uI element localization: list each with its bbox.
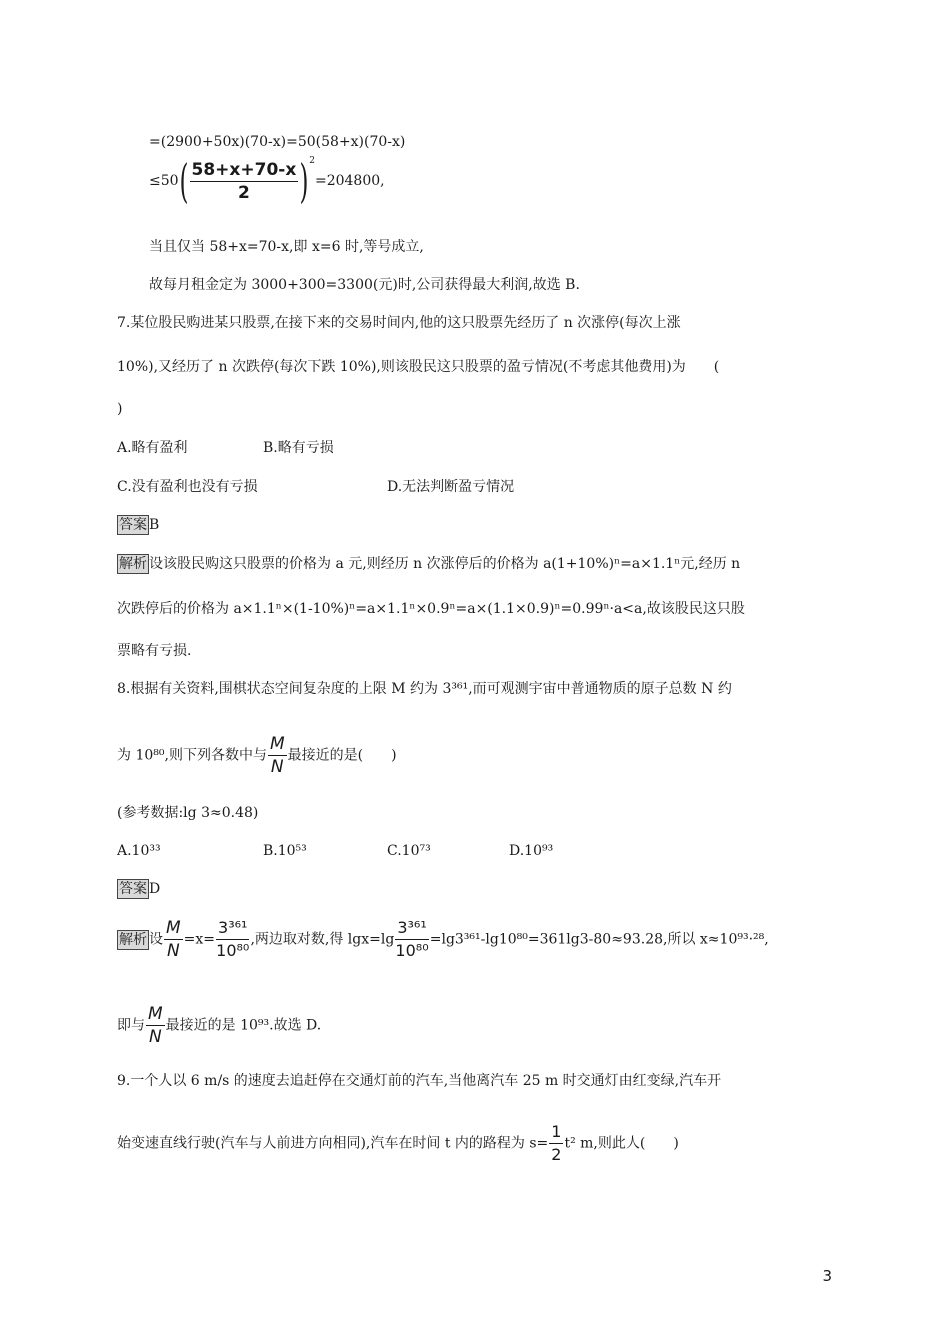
left-paren: ( [179,154,189,208]
q7-stem-line1: 7.某位股民购进某只股票,在接下来的交易时间内,他的这只股票先经历了 n 次涨停(每次上涨 [117,315,681,331]
sol6-exponent: 2 [309,156,315,166]
analysis-tag: 解析 [119,931,147,948]
q7-stem-line2: 10%),又经历了 n 次跌停(每次下跌 10%),则该股民这只股票的盈亏情况(不考虑其他费用)为 ( [117,359,720,375]
q8-analysis-line2 [117,1003,321,1048]
q7-stem-line3: ) [117,401,123,417]
q8-answer-value: D [149,881,161,897]
sol6-result: =204800, [314,173,385,189]
q8-fraction-m-over-n [164,917,183,962]
q8-stem-line1: 8.根据有关资料,围棋状态空间复杂度的上限 M 约为 3³⁶¹,而可观测宇宙中普通物质的原子总数 N 约 [117,681,732,697]
q9-stem-prefix: 始变速直线行驶(汽车与人前进方向相同),汽车在时间 t 内的路程为 s= [117,1135,549,1152]
frac-den: N [148,1027,162,1047]
sol6-frac-num: 58+x+70-x [191,159,297,180]
answer-tag: 答案 [119,517,147,533]
q7-analysis-line2: 次跌停后的价格为 a×1.1ⁿ×(1-10%)ⁿ=a×1.1ⁿ×0.9ⁿ=a×(1.1×0.9)ⁿ=0.99ⁿ·a<a,故该股民这只股 [117,601,745,617]
frac-den: 10⁸⁰ [216,941,250,960]
q7-option-b: B.略有亏损 [263,440,334,456]
q9-stem-line2 [117,1121,679,1166]
sol6-line1: =(2900+50x)(70-x)=50(58+x)(70-x) [149,134,406,150]
q8-stem-prefix: 为 10⁸⁰,则下列各数中与 [117,747,267,764]
q8-option-d: D.10⁹³ [509,843,554,859]
frac-num: 3³⁶¹ [216,917,249,940]
q7-answer [117,515,159,535]
q8-fraction-m-over-n [268,733,287,778]
q9-fraction-half [549,1121,563,1166]
frac-den: 10⁸⁰ [395,941,429,960]
q8-fraction-power [395,917,428,962]
sol6-leq: ≤50 [149,173,179,189]
sol6-fraction [190,159,299,204]
q7-analysis-line3: 票略有亏损. [117,643,192,659]
q7-option-c: C.没有盈利也没有亏损 [117,479,258,495]
q8-analysis-text: 设 [149,931,163,948]
frac-num: M [269,734,285,754]
q8-analysis-text: 最接近的是 10⁹³.故选 D. [165,1017,322,1034]
answer-tag: 答案 [119,881,147,897]
analysis-tag: 解析 [119,556,147,572]
q8-analysis-line1 [117,917,769,962]
q8-fraction-power [216,917,249,962]
q8-option-c: C.10⁷³ [387,843,431,859]
frac-num: M [148,1004,163,1024]
q9-stem-suffix: t² m,则此人( ) [564,1135,679,1152]
q8-analysis-text: =lg3³⁶¹-lg10⁸⁰=361lg3-80≈93.28,所以 x≈10⁹³·²⁸, [429,931,769,948]
frac-den: N [270,757,284,777]
sol6-frac-den: 2 [237,182,250,203]
sol6-line3: 当且仅当 58+x=70-x,即 x=6 时,等号成立, [149,239,424,255]
frac-num: M [166,918,181,938]
frac-den: N [166,941,180,961]
q7-analysis-text1: 设该股民购这只股票的价格为 a 元,则经历 n 次涨停后的价格为 a(1+10%)ⁿ=a×1.1ⁿ元,经历 n [149,556,741,572]
q7-option-a: A.略有盈利 [117,440,188,456]
q8-option-b: B.10⁵³ [263,843,307,859]
q8-reference-data: (参考数据:lg 3≈0.48) [117,805,259,821]
q8-fraction-m-over-n [146,1003,165,1048]
q8-analysis-text: =x= [183,931,216,948]
page-number: 3 [822,1267,832,1285]
q8-analysis-text: ,两边取对数,得 lgx=lg [250,931,395,948]
sol6-line2 [149,152,385,210]
q8-stem-line2 [117,733,397,778]
q9-stem-line1: 9.一个人以 6 m/s 的速度去追赶停在交通灯前的汽车,当他离汽车 25 m 时交通灯由红变绿,汽车开 [117,1073,722,1089]
q7-answer-value: B [149,517,160,533]
q8-stem-suffix: 最接近的是( ) [287,747,397,764]
q8-option-a: A.10³³ [117,843,161,859]
q8-answer [117,879,160,899]
sol6-line4: 故每月租金定为 3000+300=3300(元)时,公司获得最大利润,故选 B. [149,277,580,293]
frac-num: 1 [549,1121,563,1144]
q7-analysis-line1 [117,554,740,574]
frac-den: 2 [551,1145,562,1164]
frac-num: 3³⁶¹ [395,917,428,940]
right-paren: ) [299,154,309,208]
q7-option-d: D.无法判断盈亏情况 [387,479,515,495]
q8-analysis-text: 即与 [117,1017,145,1034]
